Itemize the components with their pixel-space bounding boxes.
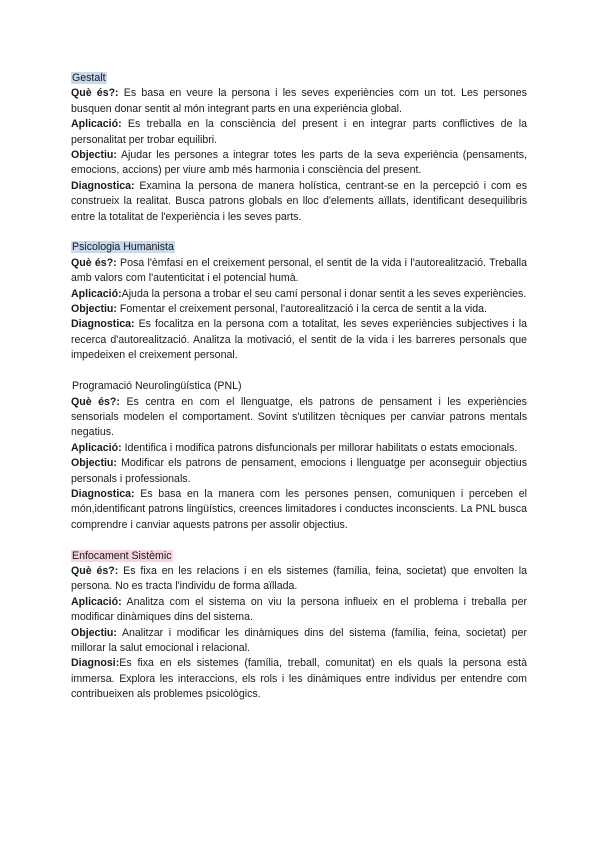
paragraph-text: Modificar els patrons de pensament, emocions i llenguatge per aconseguir objectius personals i professionals. bbox=[71, 457, 527, 485]
paragraph-text: Analitza com el sistema on viu la persona influeix en el problema i treballa per modificar dinàmiques dins del sistema. bbox=[71, 595, 527, 624]
paragraph-text: Posa l'èmfasi en el creixement personal, el sentit de la vida i l'autorealització. Treballa amb valors com l'autenticitat i el potencial humà. bbox=[71, 256, 527, 285]
document-page bbox=[71, 71, 527, 718]
section-heading bbox=[71, 549, 527, 564]
section-title: Enfocament Sistèmic bbox=[72, 549, 172, 562]
paragraph-label: Diagnostica: bbox=[71, 487, 135, 500]
paragraph-label: Diagnostica: bbox=[71, 318, 135, 331]
paragraph-text: Es fixa en els sistemes (família, treball, comunitat) en els quals la persona està immersa. Explora les interaccions, els rols i les dinàmiques entre individus per entendre com contribueixen als problemes psicològics. bbox=[71, 657, 527, 701]
paragraph-text: Ajuda la persona a trobar el seu camí personal i donar sentit a les seves experiències. bbox=[121, 287, 527, 300]
section-title: Programació Neurolingüística (PNL) bbox=[72, 380, 242, 393]
paragraph-que-es bbox=[71, 256, 527, 287]
paragraph-objectiu bbox=[71, 456, 527, 487]
paragraph-objectiu bbox=[71, 302, 527, 317]
paragraph-diagnosi bbox=[71, 656, 527, 702]
paragraph-diagnostica bbox=[71, 487, 527, 533]
paragraph-label: Diagnostica: bbox=[71, 179, 135, 192]
paragraph-text: Es centra en com el llenguatge, els patrons de pensament i les experiències sensorials modelen el comportament. Sovint s'utilitzen tècniques per canviar patrons mentals negatius. bbox=[71, 395, 527, 439]
paragraph-label: Diagnosi: bbox=[71, 657, 120, 670]
paragraph-label: Objectiu: bbox=[71, 303, 117, 316]
paragraph-text: Es treballa en la consciència del present i en integrar parts conflictives de la personalitat per trobar equilibri. bbox=[71, 118, 527, 146]
paragraph-objectiu bbox=[71, 148, 527, 179]
section-heading bbox=[71, 71, 527, 86]
paragraph-label: Objectiu: bbox=[71, 457, 117, 470]
paragraph-text: Es basa en veure la persona i les seves experiències com un tot. Les persones busquen donar sentit al món integrant parts en una experiència global. bbox=[71, 87, 527, 115]
paragraph-label: Aplicació: bbox=[71, 441, 122, 454]
section-heading bbox=[71, 379, 527, 394]
paragraph-label: Què és?: bbox=[71, 395, 120, 408]
section-title: Psicologia Humanista bbox=[72, 241, 174, 254]
paragraph-diagnostica bbox=[71, 317, 527, 363]
section-pnl bbox=[71, 379, 527, 533]
paragraph-label: Què és?: bbox=[71, 564, 119, 577]
paragraph-label: Què és?: bbox=[71, 256, 117, 269]
paragraph-text: Es fixa en les relacions i en els sistemes (família, feina, societat) que envolten la persona. No es tracta l'individu de forma aïllada. bbox=[71, 564, 527, 593]
paragraph-aplicacio bbox=[71, 287, 527, 302]
paragraph-que-es bbox=[71, 86, 527, 117]
section-psicologia-humanista bbox=[71, 240, 527, 363]
paragraph-aplicacio bbox=[71, 595, 527, 626]
paragraph-label: Què és?: bbox=[71, 87, 119, 100]
paragraph-diagnostica bbox=[71, 179, 527, 225]
paragraph-que-es bbox=[71, 395, 527, 441]
paragraph-label: Aplicació: bbox=[71, 287, 122, 300]
paragraph-text: Examina la persona de manera holística, centrant-se en la percepció i com es construeix la realitat. Busca patrons globals en lloc d'elements aïllats, identificant desequilibris entre la totalitat de l'experiència i les seves parts. bbox=[71, 179, 527, 223]
paragraph-text: Es focalitza en la persona com a totalitat, les seves experiències subjectives i la recerca d'autorealització. Analitza la motivació, el sentit de la vida i les barreres personals que impedeixen el creixement personal. bbox=[71, 318, 527, 362]
section-heading bbox=[71, 240, 527, 255]
section-gestalt bbox=[71, 71, 527, 225]
paragraph-text: Es basa en la manera com les persones pensen, comuniquen i perceben el món,identificant patrons lingüístics, creences limitadores i conductes inconscients. La PNL busca comprendre i canviar aquests patrons per assolir objectius. bbox=[71, 487, 527, 531]
paragraph-text: Ajudar les persones a integrar totes les parts de la seva experiència (pensaments, emocions, accions) per viure amb més harmonia i consciència del present. bbox=[71, 149, 527, 177]
paragraph-text: Analitzar i modificar les dinàmiques dins del sistema (família, feina, societat) per millorar la salut emocional i relacional. bbox=[71, 626, 527, 654]
paragraph-text: Fomentar el creixement personal, l'autorealització i la cerca de sentit a la vida. bbox=[116, 303, 487, 316]
section-enfocament-sistemic bbox=[71, 549, 527, 703]
paragraph-que-es bbox=[71, 564, 527, 595]
paragraph-label: Objectiu: bbox=[71, 626, 117, 639]
paragraph-label: Aplicació: bbox=[71, 118, 122, 131]
section-title: Gestalt bbox=[72, 72, 106, 84]
paragraph-objectiu bbox=[71, 626, 527, 657]
paragraph-label: Aplicació: bbox=[71, 595, 122, 608]
paragraph-aplicacio bbox=[71, 441, 527, 456]
paragraph-text: Identifica i modifica patrons disfuncionals per millorar habilitats o estats emocionals. bbox=[121, 441, 518, 454]
paragraph-aplicacio bbox=[71, 117, 527, 148]
paragraph-label: Objectiu: bbox=[71, 149, 117, 162]
